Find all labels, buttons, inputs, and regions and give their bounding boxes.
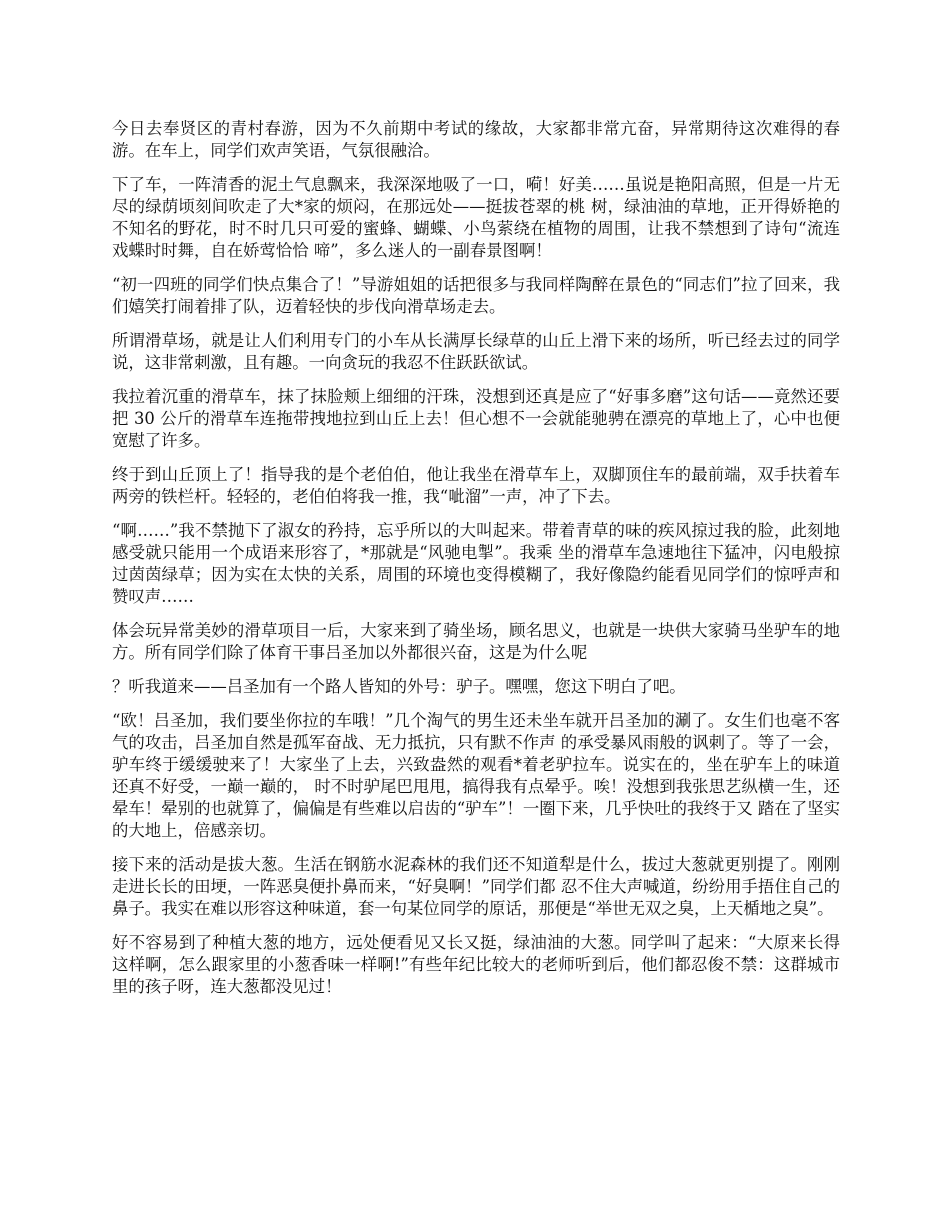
- paragraph: ？听我道来——吕圣加有一个路人皆知的外号：驴子。嘿嘿，您这下明白了吧。: [112, 677, 686, 696]
- paragraph: “初一四班的同学们快点集合了！”导游姐姐的话把很多与我同样陶醉在景色的“同志们”拉了回来，我们嬉笑打闹着排了队，迈着轻快的步伐向滑草场走去。: [112, 275, 840, 316]
- paragraph: 今日去奉贤区的青村春游，因为不久前期中考试的缘故，大家都非常亢奋，异常期待这次难得的春游。在车上，同学们欢声笑语，气氛很融洽。: [112, 119, 840, 160]
- paragraph: 下了车，一阵清香的泥土气息飘来，我深深地吸了一口，嗬！好美……虽说是艳阳高照，但是一片无尽的绿荫顷刻间吹走了大*家的烦闷，在那远处——挺拔苍翠的桃 树，绿油油的草地，正开得娇艳的不知名的野花，时不时几只可爱的蜜蜂、蝴蝶、小鸟萦绕在植物的周围，让我不禁想到了诗句“流连戏蝶时时舞，自在娇莺恰恰 啼”，多么迷人的一副春景图啊！: [112, 175, 840, 260]
- paragraph: “啊……”我不禁抛下了淑女的矜持，忘乎所以的大叫起来。带着青草的味的疾风掠过我的脸，此刻地感受就只能用一个成语来形容了，*那就是“风驰电掣”。我乘 坐的滑草车急速地往下猛冲，闪电般掠过茵茵绿草；因为实在太快的关系，周围的环境也变得模糊了，我好像隐约能看见同学们的惊呼声和赞叹声……: [112, 521, 840, 606]
- paragraph: 接下来的活动是拔大葱。生活在钢筋水泥森林的我们还不知道犁是什么，拔过大葱就更别提了。刚刚走进长长的田埂，一阵恶臭便扑鼻而来，“好臭啊！”同学们都 忍不住大声喊道，纷纷用手捂住自己的鼻子。我实在难以形容这种味道，套一句某位同学的原话，那便是“举世无双之臭，上天楯地之臭”。: [112, 855, 840, 918]
- paragraph: 好不容易到了种植大葱的地方，远处便看见又长又挺，绿油油的大葱。同学叫了起来：“大原来长得这样啊，怎么跟家里的小葱香味一样啊!”有些年纪比较大的老师听到后，他们都忍俊不禁：这群城市里的孩子呀，连大葱都没见过！: [112, 933, 840, 996]
- paragraph: 体会玩异常美妙的滑草项目一后，大家来到了骑坐场，顾名思义，也就是一块供大家骑马坐驴车的地方。所有同学们除了体育干事吕圣加以外都很兴奋，这是为什么呢: [112, 621, 840, 662]
- paragraph: 我拉着沉重的滑草车，抹了抹脸颊上细细的汗珠，没想到还真是应了“好事多磨”这句话——竟然还要把 30 公斤的滑草车连拖带拽地拉到山丘上去！但心想不一会就能驰骋在漂亮的草地上了，心中也便宽慰了许多。: [112, 387, 840, 450]
- document-body: [112, 118, 840, 1010]
- paragraph: 终于到山丘顶上了！指导我的是个老伯伯，他让我坐在滑草车上，双脚顶住车的最前端，双手扶着车两旁的铁栏杆。轻轻的，老伯伯将我一推，我“呲溜”一声，冲了下去。: [112, 465, 840, 506]
- paragraph: “欧！吕圣加，我们要坐你拉的车哦！”几个淘气的男生还未坐车就开吕圣加的涮了。女生们也毫不客气的攻击，吕圣加自然是孤军奋战、无力抵抗，只有默不作声 的承受暴风雨般的讽刺了。等了一会，驴车终于缓缓驶来了！大家坐了上去，兴致盎然的观看*着老驴拉车。说实在的，坐在驴车上的味道还真不好受，一巅一巅的， 时不时驴尾巴甩甩，搞得我有点晕乎。唉！没想到我张思艺纵横一生，还晕车！晕别的也就算了，偏偏是有些难以启齿的“驴车”！一圈下来，几乎快吐的我终于又 踏在了坚实的大地上，倍感亲切。: [112, 711, 840, 840]
- paragraph: 所谓滑草场，就是让人们利用专门的小车从长满厚长绿草的山丘上滑下来的场所，听已经去过的同学说，这非常刺激，且有趣。一向贪玩的我忍不住跃跃欲试。: [112, 331, 840, 372]
